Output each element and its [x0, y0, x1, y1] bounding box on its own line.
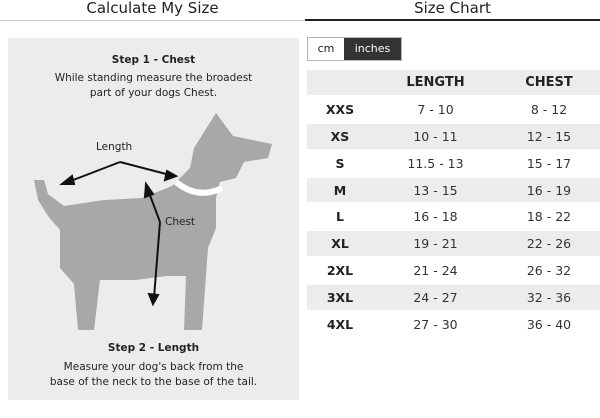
chest-value: 12 - 15	[498, 124, 600, 149]
length-label: Length	[96, 141, 133, 153]
chest-value: 32 - 36	[498, 285, 600, 310]
chest-value: 8 - 12	[498, 97, 600, 122]
length-arrow	[62, 162, 176, 184]
step2-description-line1: Measure your dog's back from the	[63, 361, 244, 373]
size-label: XS	[307, 124, 373, 149]
table-header-chest: CHEST	[498, 70, 600, 95]
table-header-row	[307, 70, 600, 95]
size-label: 2XL	[307, 258, 373, 283]
table-row	[307, 312, 600, 337]
length-value: 21 - 24	[373, 258, 498, 283]
chest-label: Chest	[165, 216, 196, 228]
table-row	[307, 124, 600, 149]
chest-value: 16 - 19	[498, 178, 600, 203]
table-header-length: LENGTH	[373, 70, 498, 95]
measurement-guide-panel	[8, 38, 299, 400]
dog-silhouette-icon	[8, 108, 299, 333]
size-label: 3XL	[307, 285, 373, 310]
step1-description-line1: While standing measure the broadest	[54, 72, 253, 84]
unit-toggle	[307, 37, 402, 61]
chest-value: 18 - 22	[498, 204, 600, 229]
length-value: 16 - 18	[373, 204, 498, 229]
table-row	[307, 258, 600, 283]
length-value: 11.5 - 13	[373, 151, 498, 176]
length-value: 10 - 11	[373, 124, 498, 149]
size-chart-table	[307, 68, 600, 339]
step2-description-line2: base of the neck to the base of the tail.	[49, 376, 258, 388]
size-label: L	[307, 204, 373, 229]
length-value: 27 - 30	[373, 312, 498, 337]
size-label: S	[307, 151, 373, 176]
size-label: XL	[307, 231, 373, 256]
step2-title: Step 2 - Length	[107, 342, 200, 354]
step1-title: Step 1 - Chest	[111, 54, 196, 66]
table-row	[307, 231, 600, 256]
size-label: 4XL	[307, 312, 373, 337]
length-value: 7 - 10	[373, 97, 498, 122]
chest-value: 15 - 17	[498, 151, 600, 176]
table-row	[307, 178, 600, 203]
tab-size-chart[interactable]: Size Chart	[305, 0, 600, 21]
table-row	[307, 204, 600, 229]
chest-value: 26 - 32	[498, 258, 600, 283]
chest-value: 22 - 26	[498, 231, 600, 256]
table-row	[307, 97, 600, 122]
unit-option-inches[interactable]: inches	[344, 38, 401, 60]
table-header-size	[307, 70, 373, 95]
table-row	[307, 151, 600, 176]
size-label: M	[307, 178, 373, 203]
step1-description-line2: part of your dogs Chest.	[89, 87, 218, 99]
unit-option-cm[interactable]: cm	[308, 38, 344, 60]
tab-calculate-my-size[interactable]: Calculate My Size	[0, 0, 305, 21]
length-value: 13 - 15	[373, 178, 498, 203]
chest-value: 36 - 40	[498, 312, 600, 337]
length-value: 24 - 27	[373, 285, 498, 310]
size-label: XXS	[307, 97, 373, 122]
table-row	[307, 285, 600, 310]
length-value: 19 - 21	[373, 231, 498, 256]
